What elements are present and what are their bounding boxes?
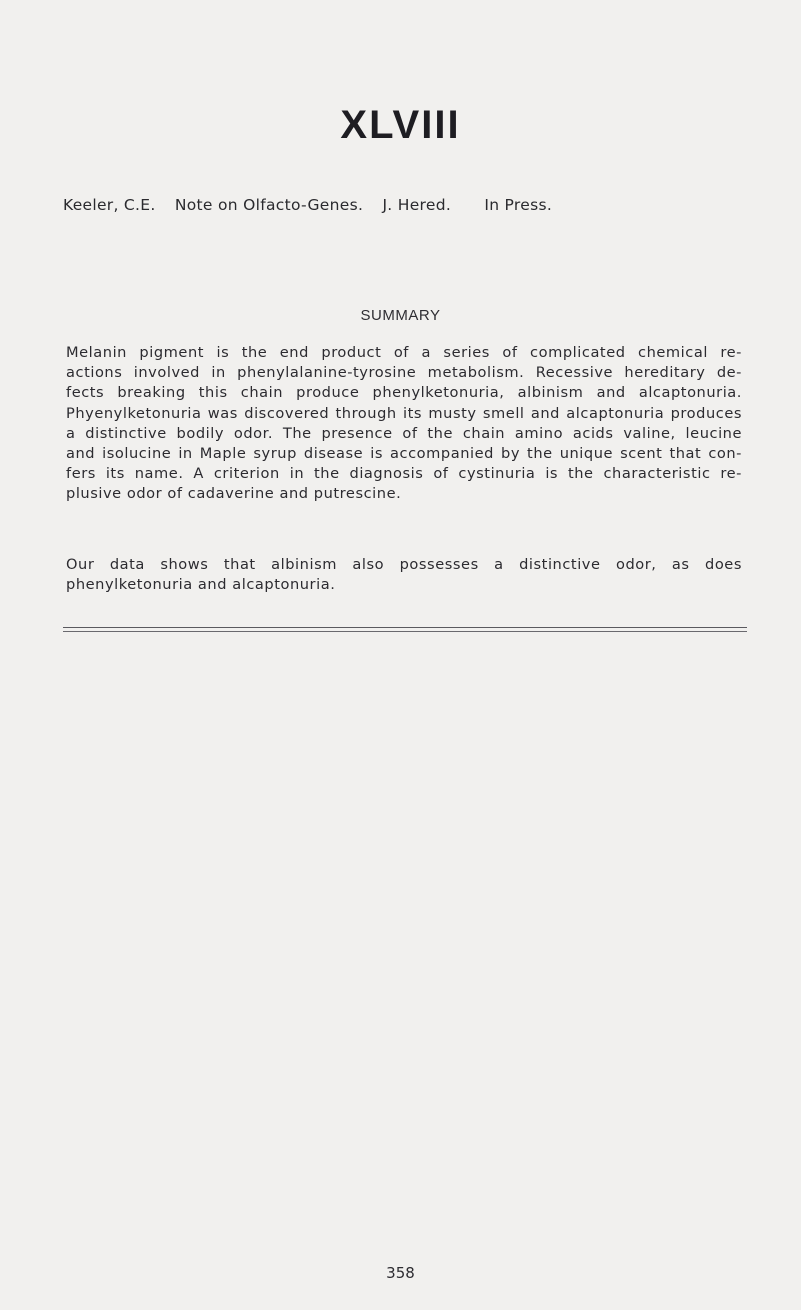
citation <box>63 196 552 214</box>
paragraph-line: phenylketonuria and alcaptonuria. <box>66 576 336 594</box>
citation-title: Note on Olfacto-Genes. <box>174 196 364 214</box>
paragraph-line: fects breaking this chain produce phenylketonuria, albinism and alcaptonuria. <box>66 384 742 402</box>
paragraph-line: Phyenylketonuria was discovered through its musty smell and alcaptonuria produces <box>66 404 742 422</box>
summary-paragraph-1 <box>66 343 742 505</box>
citation-author: Keeler, C.E. <box>63 196 156 214</box>
paragraph-line: and isolucine in Maple syrup disease is accompanied by the unique scent that con- <box>66 445 742 463</box>
citation-status: In Press. <box>484 196 553 214</box>
paragraph-line: Melanin pigment is the end product of a series of complicated chemical re- <box>66 344 742 361</box>
summary-paragraph-2 <box>66 555 742 595</box>
paragraph-line: Our data shows that albinism also possesses a distinctive odor, as does <box>66 556 742 573</box>
divider-rule <box>63 627 747 628</box>
citation-journal: J. Hered. <box>382 196 452 214</box>
page-number: 358 <box>386 1264 415 1282</box>
paragraph-line: fers its name. A criterion in the diagnosis of cystinuria is the characteristic re- <box>66 465 742 483</box>
paragraph-line: plusive odor of cadaverine and putrescine. <box>66 485 402 503</box>
paragraph-line: actions involved in phenylalanine-tyrosine metabolism. Recessive hereditary de- <box>66 364 742 382</box>
summary-heading: SUMMARY <box>360 307 441 324</box>
divider-rule <box>63 631 747 632</box>
paragraph-line: a distinctive bodily odor. The presence of the chain amino acids valine, leucine <box>66 424 742 442</box>
chapter-numeral: XLVIII <box>340 103 461 147</box>
